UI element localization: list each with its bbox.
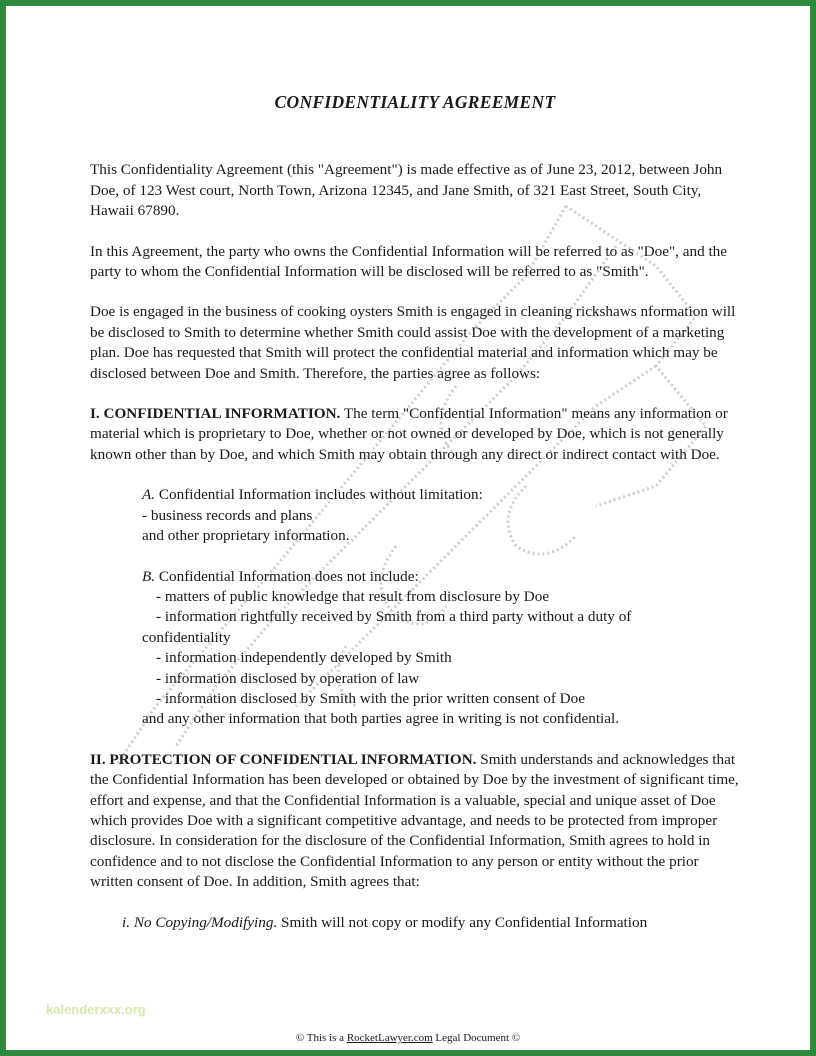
parties-paragraph: In this Agreement, the party who owns the Confidential Information will be referred to as "Doe", and the party to whom the Confidential Information will be disclosed will be referred to as "Smith". bbox=[90, 242, 728, 281]
document-body bbox=[90, 92, 740, 953]
site-watermark: kalenderxxx.org bbox=[46, 1002, 146, 1017]
page-footer bbox=[6, 1032, 810, 1044]
list-item: - business records and plans bbox=[142, 506, 313, 524]
subsection-b-label: B. bbox=[142, 567, 156, 585]
footer-brand-link[interactable]: RocketLawyer.com bbox=[346, 1032, 433, 1044]
list-item: - information disclosed by Smith with the prior written consent of Doe bbox=[156, 689, 585, 707]
item-i-text: Smith will not copy or modify any Confidential Information bbox=[277, 913, 648, 931]
section-1-heading: I. CONFIDENTIAL INFORMATION. bbox=[90, 405, 341, 423]
section-2-text: Smith understands and acknowledges that the Confidential Information has been developed or obtained by Doe by the investment of significant time, effort and expense, and that the Confidential Information is a valuable, special and unique asset of Doe which provides Doe with a significant competitive advantage, and needs to be protected from improper disclosure. In consideration for the disclosure of the Confidential Information, Smith agrees to hold in confidence and to not disclose the Confidential Information to any person or entity without the prior written consent of Doe. In addition, Smith agrees that: bbox=[90, 750, 739, 891]
list-item: confidentiality bbox=[142, 628, 231, 646]
list-item: - matters of public knowledge that result from disclosure by Doe bbox=[156, 587, 550, 605]
subsection-b-text: Confidential Information does not include: bbox=[155, 567, 419, 585]
section-2-heading: II. PROTECTION OF CONFIDENTIAL INFORMATION. bbox=[90, 750, 477, 768]
footer-suffix: Legal Document © bbox=[432, 1032, 521, 1044]
footer-prefix: © This is a bbox=[295, 1032, 347, 1044]
list-item: - information rightfully received by Smith from a third party without a duty of bbox=[156, 608, 632, 626]
section-1-subsection-b bbox=[142, 567, 740, 730]
intro-paragraph: This Confidentiality Agreement (this "Agreement") is made effective as of June 23, 2012, between John Doe, of 123 West court, North Town, Arizona 12345, and Jane Smith, of 321 East Street, South City, Hawaii 67890. bbox=[90, 161, 723, 220]
subsection-a-label: A. bbox=[142, 486, 156, 504]
item-i-label: i. No Copying/Modifying. bbox=[122, 913, 278, 931]
subsection-a-text: Confidential Information includes without limitation: bbox=[155, 486, 483, 504]
list-item: - information disclosed by operation of law bbox=[156, 669, 420, 687]
section-1-subsection-a bbox=[142, 485, 740, 546]
document-title: CONFIDENTIALITY AGREEMENT bbox=[274, 92, 556, 112]
list-item: and other proprietary information. bbox=[142, 527, 350, 545]
list-item: - information independently developed by Smith bbox=[156, 649, 452, 667]
section-2-item-i bbox=[122, 913, 740, 933]
section-2 bbox=[90, 750, 740, 893]
section-1-text: The term "Confidential Information" means any information or material which is proprietary to Doe, whether or not owned or developed by Doe, which is not generally known other than by Doe, and which Smith may obtain through any direct or indirect contact with Doe. bbox=[90, 405, 728, 463]
section-1 bbox=[90, 404, 740, 465]
list-item: and any other information that both parties agree in writing is not confidential. bbox=[142, 710, 620, 728]
purpose-paragraph: Doe is engaged in the business of cooking oysters Smith is engaged in cleaning rickshaws nformation will be disclosed to Smith to determine whether Smith could assist Doe with the development of a marketing plan. Doe has requested that Smith will protect the confidential material and information which may be disclosed between Doe and Smith. Therefore, the parties agree as follows: bbox=[90, 303, 736, 382]
